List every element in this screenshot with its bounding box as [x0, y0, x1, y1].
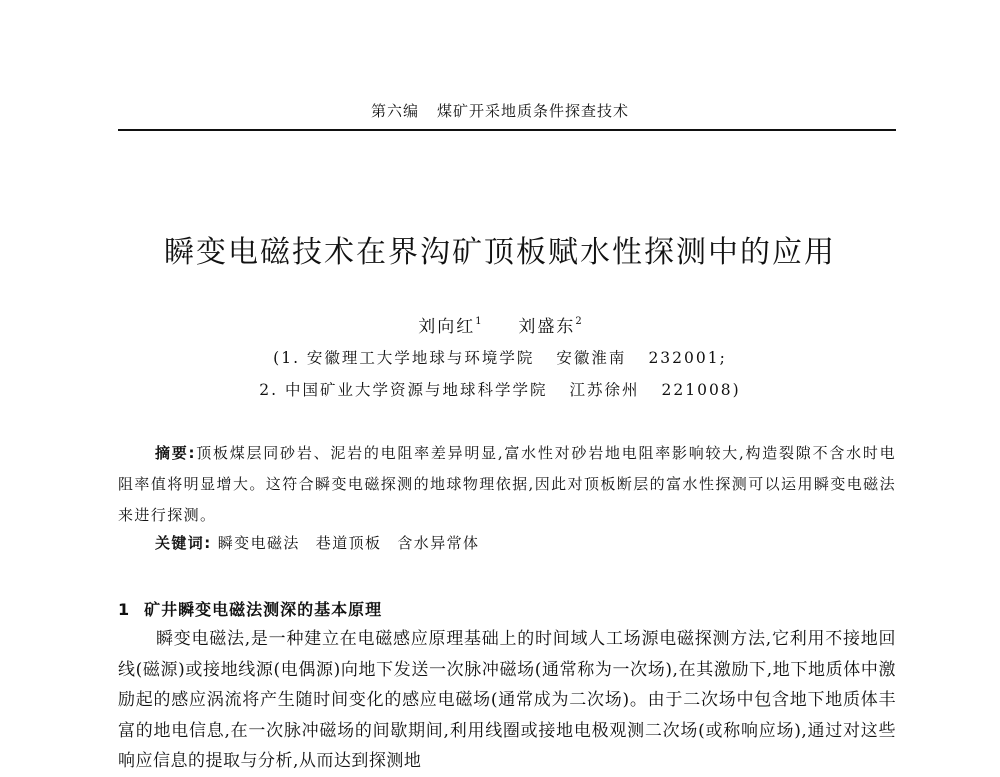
running-head-section: 煤矿开采地质条件探查技术	[437, 102, 630, 120]
keyword: 含水异常体	[397, 534, 480, 552]
affiliation-city: 安徽淮南	[556, 349, 627, 367]
keywords	[155, 532, 479, 553]
abstract-text: 顶板煤层同砂岩、泥岩的电阻率差异明显,富水性对砂岩地电阻率影响较大,构造裂隙不含水时电阻率值将明显增大。这符合瞬变电磁探测的地球物理依据,因此对顶板断层的富水性探测可以运用瞬变电磁法来进行探测。	[118, 444, 896, 524]
body-paragraph: 瞬变电磁法,是一种建立在电磁感应原理基础上的时间域人工场源电磁探测方法,它利用不接地回线(磁源)或接地线源(电偶源)向地下发送一次脉冲磁场(通常称为一次场),在其激励下,地下地质体中激励起的感应涡流将产生随时间变化的感应电磁场(通常成为二次场)。由于二次场中包含地下地质体丰富的地电信息,在一次脉冲磁场的间歇期间,利用线圈或接地电极观测二次场(或称响应场),通过对这些响应信息的提取与分析,从而达到探测地	[118, 629, 896, 771]
affiliation-org: (1. 安徽理工大学地球与环境学院	[273, 349, 535, 367]
header-rule	[118, 129, 896, 131]
affiliation-city: 江苏徐州	[569, 381, 640, 399]
affiliation-org: 2. 中国矿业大学资源与地球科学学院	[259, 381, 548, 399]
keyword: 瞬变电磁法	[217, 534, 300, 552]
author-affil-mark: 2	[575, 316, 582, 327]
affiliation-line	[0, 378, 1000, 400]
running-head	[0, 100, 1000, 121]
section-heading	[118, 597, 382, 620]
abstract	[118, 438, 896, 531]
author-name: 刘盛东	[518, 317, 576, 337]
author-name: 刘向红	[418, 317, 476, 337]
abstract-label: 摘要:	[155, 444, 196, 462]
keyword: 巷道顶板	[315, 534, 382, 552]
affiliation-postcode: 232001;	[648, 349, 727, 367]
section-number: 1	[118, 600, 131, 619]
affiliation-postcode: 221008)	[661, 381, 741, 399]
keywords-label: 关键词:	[155, 534, 212, 552]
running-head-part: 第六编	[370, 102, 419, 120]
author-affil-mark: 1	[475, 316, 482, 327]
author-line	[0, 312, 1000, 337]
section-title: 矿井瞬变电磁法测深的基本原理	[144, 600, 383, 619]
affiliation-line	[0, 346, 1000, 368]
paper-title: 瞬变电磁技术在界沟矿顶板赋水性探测中的应用	[164, 235, 836, 271]
